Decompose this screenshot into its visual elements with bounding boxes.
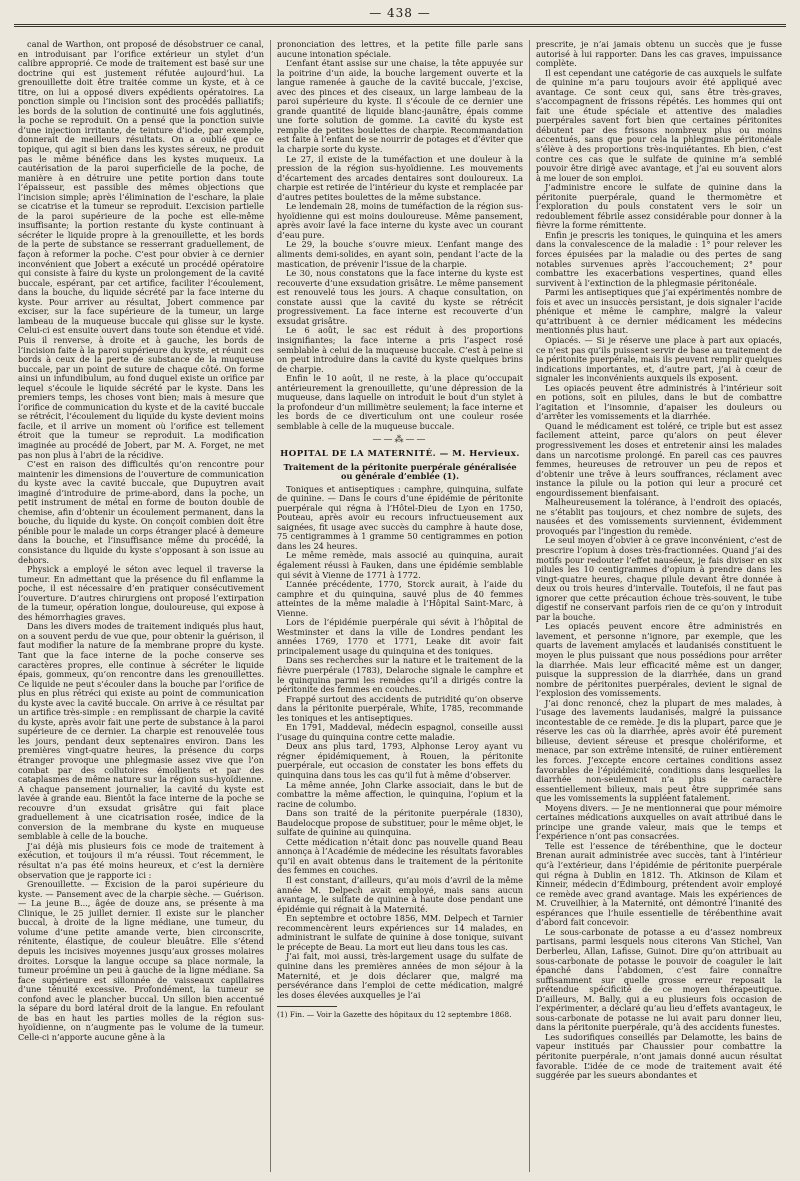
paragraph: Quand le médicament est toléré, ce triple but est assez facilement atteint, parce qu’alors on peut élever progressivement les doses et entretenir ainsi les malades dans un narcotisme prolongé. En pareil cas ces pauvres femmes, heureuses de retrouver un peu de repos et d’obtenir une trêve à leurs souffrances, réclament avec instance la pilule ou la potion qui leur a procuré cet engourdissement bienfaisant. [536,420,782,498]
footnote-rule [277,1006,337,1007]
paragraph: L’enfant étant assise sur une chaise, la tête appuyée sur la poitrine d’un aide, la bouche largement ouverte et la langue ramenée à gauche de la cavité buccale, j’excise, avec des pinces et des ciseaux, un large lambeau de la paroi supérieure du kyste. Il s’écoule de ce dernier une grande quantité de liquide blanc-jaunâtre, épais comme une forte solution de gomme. La cavité du kyste est remplie de petites boulettes de charpie. Recommandation est faite à l’enfant de se nourrir de potages et d’éviter que la charpie sorte du kyste. [277,58,523,155]
paragraph: En septembre et octobre 1856, MM. Delpech et Tarnier recommencèrent leurs expériences sur 14 malades, en administrant le sulfate de quinine à dose tonique, suivant le précepte de Beau. La mort eut lieu dans tous les cas. [277,913,523,952]
paragraph: Le 29, la bouche s’ouvre mieux. L’enfant mange des aliments demi-solides, en ayant soin, pendant l’acte de la mastication, de prévenir l’issue de la charpie. [277,239,523,269]
section-ornament: ——⁂—— [372,435,428,446]
paragraph: Moyens divers. — Je ne mentionnerai que pour mémoire certaines médications auxquelles on avait attribué dans le principe une grande valeur, mais que le temps et l’expérience n’ont pas consacrées. [536,802,782,842]
paragraph: J’ai déjà mis plusieurs fois ce mode de traitement à exécution, et toujours il m’a réussi. Tout récemment, le résultat n’a pas été moins heureux, et c’est la dernière observation que je rapporte ici : [18,840,264,880]
column-3 [536,40,782,1172]
paragraph: Le sous-carbonate de potasse a eu d’assez nombreux partisans, parmi lesquels nous citerons Van Stichel, Van Derberleu, Allan, Lafisse, Guinot. Dire qu’on attribuait au sous-carbonate de potasse le pouvoir de coaguler le lait épanché dans l’abdomen, c’est faire connaître suffisamment sur quelle grosse erreur reposait la prétendue spécificité de ce moyen thérapeutique. D’ailleurs, M. Bally, qui a eu plusieurs fois occasion de l’expérimenter, a déclaré qu’au lieu d’effets avantageux, le sous-carbonate de potasse ne lui avait paru donner lieu, dans la péritonite puerpérale, qu’à des accidents funestes. [536,926,782,1033]
footnote: (1) Fin. — Voir la Gazette des hôpitaux du 12 septembre 1868. [277,1010,512,1020]
case-paragraph: Grenouillette. — Excision de la paroi supérieure du kyste. — Pansement avec de la charpie sèche. — Guérison. — La jeune B..., âgée de douze ans, se présente à ma Clinique, le 25 juillet dernier. Il existe sur le plancher buccal, à droite de la ligne médiane, une tumeur, du volume d’une petite amande verte, bien circonscrite, rénitente, élastique, de couleur bleuâtre. Elle s’étend depuis les incisives moyennes jusqu’aux grosses molaires droites. Lorsque la langue occupe sa place normale, la tumeur proémine un peu à gauche de la ligne médiane. Sa face supérieure est sillonnée de vaisseaux capillaires d’une ténuité excessive. Profondément, la tumeur se confond avec le plancher buccal. Un sillon bien accentué la sépare du bord latéral droit de la langue. En refoulant de bas en haut les parties molles de la région sus-hyoïdienne, on n’augmente pas le volume de la tumeur. Celle-ci n’apporte aucune gêne à la [18,879,264,1042]
header-rule [14,24,786,27]
paragraph: Dans les divers modes de traitement indiqués plus haut, on a souvent perdu de vue que, pour obtenir la guérison, il faut modifier la nature de la membrane propre du kyste. Tant que la face interne de la poche conserve ses caractères propres, elle continue à sécréter le liquide épais, gommeux, qu’on rencontre dans les grenouillettes. Ce liquide ne peut s’écouler dans la bouche par l’orifice de plus en plus rétréci qui existe au point de communication du kyste avec la cavité buccale. On arrive à ce résultat par un artifice très-simple : en remplissant de charpie la cavité du kyste, après avoir fait une perte de substance à la paroi supérieure de ce dernier. La charpie est renouvelée tous les jours, pendant deux septenaires environ. Dans les premières vingt-quatre heures, la présence du corps étranger provoque une phlegmasie assez vive que l’on combat par des collutoires émollients et par des cataplasmes de même nature sur la région sus-hyoïdienne. A chaque pansement journalier, la cavité du kyste est lavée à grande eau. Bientôt la face interne de la poche se recouvre d’un exsudat grisâtre qui fait place graduellement à une cicatrisation rosée, indice de la conversion de la membrane du kyste en muqueuse semblable à celle de la bouche. [18,621,264,842]
paragraph: Il est cependant une catégorie de cas auxquels le sulfate de quinine m’a paru toujours avoir été appliqué avec avantage. Ce sont ceux qui, sans être très-graves, s’accompagnent de frissons répétés. Les hommes qui ont fait une étude spéciale et attentive des maladies puerpérales savent fort bien que certaines péritonites débutent par des frissons nombreux plus ou moins accentués, sans que pour cela la phlegmasie péritonéale s’élève à des proportions très-inquiétantes. Eh bien, c’est contre ces cas que le sulfate de quinine m’a semblé pouvoir être dirigé avec avantage, et j’ai eu souvent alors à me louer de son emploi. [536,67,782,183]
paragraph: Dans ses recherches sur la nature et le traitement de la fièvre puerpérale (1783), Delaroche signale le camphre et le quinquina parmi les remèdes qu’il a dirigés contre la péritonite des femmes en couches. [277,655,523,695]
column-1 [18,40,264,1172]
paragraph: Lors de l’épidémie puerpérale qui sévit à l’hôpital de Westminster et dans la ville de Londres pendant les années 1769, 1770 et 1771, Leake dit avoir fait principalement usage du quinquina et des toniques. [277,617,523,656]
paragraph: Dans son traité de la péritonite puerpérale (1830), Baudelocque propose de substituer, pour le même objet, le sulfate de quinine au quinquina. [277,808,523,838]
paragraph: Cette médication n’était donc pas nouvelle quand Beau annonça à l’Académie de médecine les résultats favorables qu’il en avait obtenus dans le traitement de la péritonite des femmes en couches. [277,836,523,876]
paragraph: Les opiacés peuvent être administrés à l’intérieur soit en potions, soit en pilules, dans le but de combattre l’agitation et l’insomnie, d’apaiser les douleurs ou d’arrêter les vomissements et la diarrhée. [536,382,782,422]
paragraph: Frappé surtout des accidents de putridité qu’on observe dans la péritonite puerpérale, White, 1785, recommande les toniques et les antiseptiques. [277,693,523,723]
paragraph: Le même remède, mais associé au quinquina, aurait également réussi à Fauken, dans une épidémie semblable qui sévit à Vienne de 1771 à 1772. [277,550,523,580]
paragraph: Parmi les antiseptiques que j’ai expérimentés nombre de fois et avec un insuccès persistant, je dois signaler l’acide phénique et même le camphre, malgré la valeur qu’attribuent à ce dernier médicament les médecins mentionnés plus haut. [536,287,782,336]
section-subtitle: Traitement de la péritonite puerpérale généralisée ou générale d’emblée (1). [283,461,517,482]
paragraph: Malheureusement la tolérance, à l’endroit des opiacés, ne s’établit pas toujours, et chez nombre de sujets, des nausées et des vomissements surviennent, évidemment provoqués par l’ingestion du remède. [536,497,782,536]
paragraph: J’ai donc renoncé, chez la plupart de mes malades, à l’usage des lavements laudanisés, malgré la puissance incontestable de ce remède. Je dis la plupart, parce que je réserve les cas où la diarrhée, après avoir été purement bilieuse, devient séreuse et presque cholériforme, et menace, par son extrême intensité, de ruiner entièrement les forces. J’excepte encore certaines conditions assez favorables de l’épidémicité, conditions dans lesquelles la diarrhée non-seulement n’a plus le caractère essentiellement bilieux, mais peut être supprimée sans que les vomissements la suppléent fatalement. [536,697,782,804]
section-title: HOPITAL DE LA MATERNITÉ. — M. Hervieux. [280,448,520,459]
paragraph: Le seul moyen d’obvier à ce grave inconvénient, c’est de prescrire l’opium à doses très-fractionnées. Quand j’ai des motifs pour redouter l’effet nauséeux, je fais diviser en six pilules les 10 centigrammes d’opium à prendre dans les vingt-quatre heures, chaque pilule devant être donnée à deux ou trois heures d’intervalle. Toutefois, il ne faut pas ignorer que cette précaution échoue très-souvent, le tube digestif ne conservant parfois rien de ce qu’on y introduit par la bouche. [536,535,782,622]
paragraph: Toniques et antiseptiques : camphre, quinquina, sulfate de quinine. — Dans le cours d’une épidémie de péritonite puerpérale qui régna à l’Hôtel-Dieu de Lyon en 1750, Pouteau, après avoir eu recours infructueusement aux saignées, fit usage avec succès du camphre à haute dose, 75 centigrammes à 1 gramme 50 centigrammes en potion dans les 24 heures. [277,483,523,551]
column-divider [529,40,530,1172]
paragraph: prescrite, je n’ai jamais obtenu un succès que je fusse autorisé à lui rapporter. Dans les cas graves, impuissance complète. [536,40,782,69]
paragraph: Enfin le 10 août, il ne reste, à la place qu’occupait antérieurement la grenouillette, qu’une dépression de la muqueuse, dans laquelle on introduit le bout d’un stylet à la profondeur d’un millimètre seulement; la face interne et les bords de ce diverticulum ont une couleur rosée semblable à celle de la muqueuse buccale. [277,373,523,431]
paragraph: En 1791, Maddeval, médecin espagnol, conseille aussi l’usage du quinquina contre cette maladie. [277,722,523,742]
page-number: — 438 — [369,6,431,20]
column-divider [270,40,271,1172]
paragraph: Le 27, il existe de la tuméfaction et une douleur à la pression de la région sus-hyoïdienne. Les mouvements d’écartement des arcades dentaires sont douloureux. La charpie est retirée de l’intérieur du kyste et remplacée par d’autres petites boulettes de la même substance. [277,153,523,202]
paragraph: prononciation des lettres, et la petite fille parle sans aucune intonation spéciale. [277,40,523,59]
column-2 [277,40,523,1172]
paragraph: C’est en raison des difficultés qu’on rencontre pour maintenir les dimensions de l’ouverture de communication du kyste avec la cavité buccale, que Dupuytren avait imaginé d’introduire de prime-abord, dans la poche, un petit instrument de métal en forme de bouton double de chemise, afin d’obtenir un écoulement permanent, dans la bouche, du liquide du kyste. On conçoit combien doit être pénible pour le malade un corps étranger placé à demeure dans la bouche, et l’insuffisance même du procédé, la consistance du liquide du kyste s’opposant à son issue au dehors. [18,459,264,565]
paragraph: canal de Warthon, ont proposé de désobstruer ce canal, en introduisant par l’orifice extérieur un stylet d’un calibre approprié. Ce mode de traitement est basé sur une doctrine qui est justement réfutée aujourd’hui. La grenouillette doit être traitée comme un kyste, et à ce titre, on lui a opposé divers expédients opératoires. La ponction simple ou l’incision sont des procédés palliatifs; les bords de la solution de continuité une fois agglutinés, la poche se reproduit. On a pensé que la ponction suivie d’une injection irritante, de teinture d’iode, par exemple, donnerait de meilleurs résultats. On a oublié que ce topique, qui agit si bien dans les kystes séreux, ne produit pas le même bénéfice dans les kystes muqueux. La cautérisation de la paroi superficielle de la poche, de manière à en détruire une petite portion dans toute l’épaisseur, est passible des mêmes objections que l’incision simple; après l’élimination de l’eschare, la plaie se cicatrise et la tumeur se reproduit. L’excision partielle de la paroi supérieure de la poche est elle-même insuffisante; la portion restante du kyste continuant à sécréter le liquide propre à la grenouillette, et les bords de la perte de substance se resserrant graduellement, de façon à reformer la poche. C’est pour obvier à ce dernier inconvénient que Jobert a exécuté un procédé opératoire qui consiste à faire du kyste un prolongement de la cavité buccale, espérant, par cet artifice, faciliter l’écoulement, dans la bouche, du liquide sécrété par la face interne du kyste. Pour arriver au résultat, Jobert commence par exciser, sur la face supérieure de la tumeur, un large lambeau de la muqueuse buccale qui glisse sur le kyste. Celui-ci est ensuite ouvert dans toute son étendue et vidé. Puis il renverse, à droite et à gauche, les bords de l’incision faite à la paroi supérieure du kyste, et réunit ces bords à ceux de la perte de substance de la muqueuse buccale, par un point de suture de chaque côté. On forme ainsi un infundibulum, au fond duquel existe un orifice par lequel s’écoule le liquide sécrété par le kyste. Dans les premiers temps, les choses vont bien; mais à mesure que l’orifice de communication du kyste et de la cavité buccale se rétrécit, l’écoulement du liquide du kyste devient moins facile, et il arrive un moment où l’orifice est tellement étroit que la tumeur se reproduit. La modification imaginée au procédé de Jobert, par M. A. Forget, ne met pas non plus à l’abri de la récidive. [18,40,264,460]
paragraph: L’année précédente, 1770, Storck aurait, à l’aide du camphre et du quinquina, sauvé plus de 40 femmes atteintes de la même maladie à l’Hôpital Saint-Marc, à Vienne. [277,579,523,618]
paragraph: Physick a employé le séton avec lequel il traverse la tumeur. En admettant que la présence du fil enflamme la poche, il est nécessaire d’en pratiquer consécutivement l’ouverture. D’autres chirurgiens ont proposé l’extirpation de la tumeur, opération longue, douloureuse, qui expose à des hémorrhagies graves. [18,564,264,622]
paragraph: Le lendemain 28, moins de tuméfaction de la région sus-hyoïdienne qui est moins douloureuse. Même pansement, après avoir lavé la face interne du kyste avec un courant d’eau pure. [277,201,523,240]
paragraph: Il est constant, d’ailleurs, qu’au mois d’avril de la même année M. Delpech avait employé, mais sans aucun avantage, le sulfate de quinine à haute dose pendant une épidémie qui régnait à la Maternité. [277,875,523,914]
paragraph: Telle est l’essence de térébenthine, que le docteur Brenan aurait administrée avec succès, tant à l’intérieur qu’à l’extérieur, dans l’épidémie de péritonite puerpérale qui régna à Dublin en 1812. Th. Atkinson de Kilam et Kinneir, médecin d’Édimbourg, prétendent avoir employé ce remède avec grand avantage. Mais les expériences de M. Cruveilhier, à la Maternité, ont démontré l’inanité des espérances que l’huile essentielle de térébenthine avait d’abord fait concevoir. [536,840,782,928]
paragraph: Opiacés. — Si je réserve une place à part aux opiacés, ce n’est pas qu’ils puissent servir de base au traitement de la péritonite puerpérale, mais ils peuvent remplir quelques indications importantes, et, d’autre part, j’ai à cœur de signaler les inconvénients auxquels ils exposent. [536,334,782,384]
paragraph: Le 30, nous constatons que la face interne du kyste est recouverte d’une exsudation grisâtre. Le même pansement est renouvelé tous les jours. A chaque consultation, on constate aussi que la cavité du kyste se rétrécit progressivement. La face interne est recouverte d’un exsudat grisâtre. [277,268,523,326]
paragraph: J’ai fait, moi aussi, très-largement usage du sulfate de quinine dans les premières années de mon séjour à la Maternité, et je dois déclarer que, malgré ma persévérance dans l’emploi de cette médication, malgré les doses élevées auxquelles je l’ai [277,951,523,1000]
paragraph: Les sudorifiques conseillés par Delamotte, les bains de vapeur institués par Chaussier pour combattre la péritonite puerpérale, n’ont jamais donné aucun résultat favorable. L’idée de ce mode de traitement avait été suggérée par les sueurs abondantes et [536,1031,782,1081]
paragraph: Deux ans plus tard, 1793, Alphonse Leroy ayant vu régner épidémiquement, à Rouen, la péritonite puerpérale, eut occasion de constater les bons effets du quinquina dans tous les cas qu’il fut à même d’observer. [277,741,523,781]
paragraph: Le 6 août, le sac est réduit à des proportions insignifiantes; la face interne a pris l’aspect rosé semblable à celui de la muqueuse buccale. C’est à peine si on peut introduire dans la cavité du kyste quelques brins de charpie. [277,325,523,374]
paragraph: La même année, John Clarke associait, dans le but de combattre la même affection, le quinquina, l’opium et la racine de columbo. [277,779,523,809]
paragraph: Enfin je prescris les toniques, le quinquina et les amers dans la convalescence de la maladie : 1° pour relever les forces épuisées par la maladie ou des pertes de sang notables survenues après l’accouchement; 2° pour combattre les exacerbations vespertines, quand elles survivent à l’extinction de la phlegmasie péritonéale. [536,229,782,288]
paragraph: Les opiacés peuvent encore être administrés en lavement, et personne n’ignore, par exemple, que les quarts de lavement amylacés et laudanisés constituent le moyen le plus puissant que nous possédions pour arrêter la diarrhée. Mais leur efficacité même est un danger, puisque la suppression de la diarrhée, dans un grand nombre de péritonites puerpérales, devient le signal de l’explosion des vomissements. [536,621,782,699]
paragraph: J’administre encore le sulfate de quinine dans la péritonite puerpérale, quand le thermomètre et l’exploration du pouls constatent vers le soir un redoublement fébrile assez considérable pour donner à la fièvre la forme rémittente. [536,182,782,231]
